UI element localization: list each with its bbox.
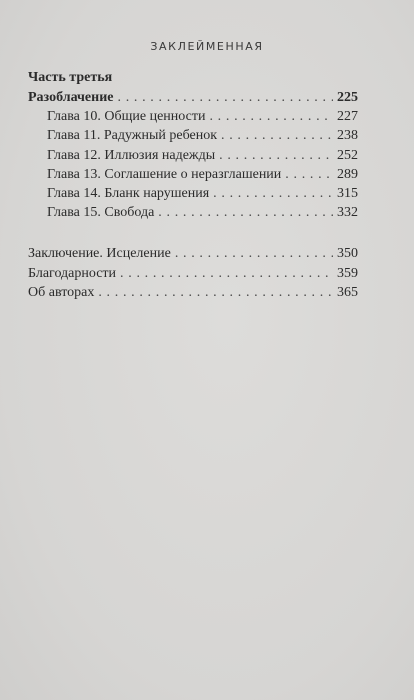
dot-leader — [213, 184, 333, 203]
dot-leader — [285, 165, 333, 184]
toc-entry-label: Разоблачение — [28, 90, 114, 105]
toc-entry-chapter — [28, 203, 358, 222]
toc-entry-chapter — [28, 146, 358, 165]
dot-leader — [175, 244, 333, 263]
table-of-contents — [28, 68, 358, 302]
toc-entry-back-matter — [28, 283, 358, 302]
dot-leader — [158, 203, 333, 222]
dot-leader — [219, 146, 333, 165]
dot-leader — [120, 264, 333, 283]
running-head: ЗАКЛЕЙМЕННАЯ — [150, 40, 264, 53]
toc-entry-label: Глава 10. Общие ценности — [47, 109, 206, 125]
toc-entry-back-matter — [28, 264, 358, 283]
dot-leader — [221, 126, 333, 145]
toc-entry-label: Глава 14. Бланк нарушения — [47, 185, 210, 201]
toc-entry-section — [28, 88, 358, 107]
toc-entry-chapter — [28, 165, 358, 184]
toc-entry-chapter — [28, 107, 358, 126]
toc-entry-page: 238 — [337, 128, 358, 144]
dot-leader — [209, 107, 333, 126]
toc-entry-page: 315 — [337, 185, 358, 201]
toc-entry-page: 252 — [337, 147, 358, 163]
toc-entry-label: Благодарности — [28, 265, 117, 281]
toc-entry-page: 225 — [337, 90, 358, 105]
toc-entry-page: 289 — [337, 166, 358, 182]
toc-entry-label: Заключение. Исцеление — [28, 246, 171, 262]
toc-entry-back-matter — [28, 244, 358, 263]
dot-leader — [98, 283, 333, 302]
toc-entry-page: 350 — [337, 246, 358, 262]
toc-entry-label: Глава 11. Радужный ребенок — [47, 128, 218, 144]
toc-entry-chapter — [28, 126, 358, 145]
toc-entry-label: Об авторах — [28, 284, 95, 300]
toc-entry-page: 227 — [337, 109, 358, 125]
dot-leader — [118, 88, 334, 107]
part-title: Часть третья — [28, 70, 113, 85]
toc-entry-chapter — [28, 184, 358, 203]
section-gap — [28, 222, 358, 244]
toc-entry-page: 365 — [337, 284, 358, 300]
toc-entry-label: Глава 13. Соглашение о неразглашении — [47, 166, 282, 182]
toc-entry-page: 332 — [337, 205, 358, 221]
toc-entry-label: Глава 15. Свобода — [47, 205, 155, 221]
toc-entry-label: Глава 12. Иллюзия надежды — [47, 147, 216, 163]
toc-entry-page: 359 — [337, 265, 358, 281]
